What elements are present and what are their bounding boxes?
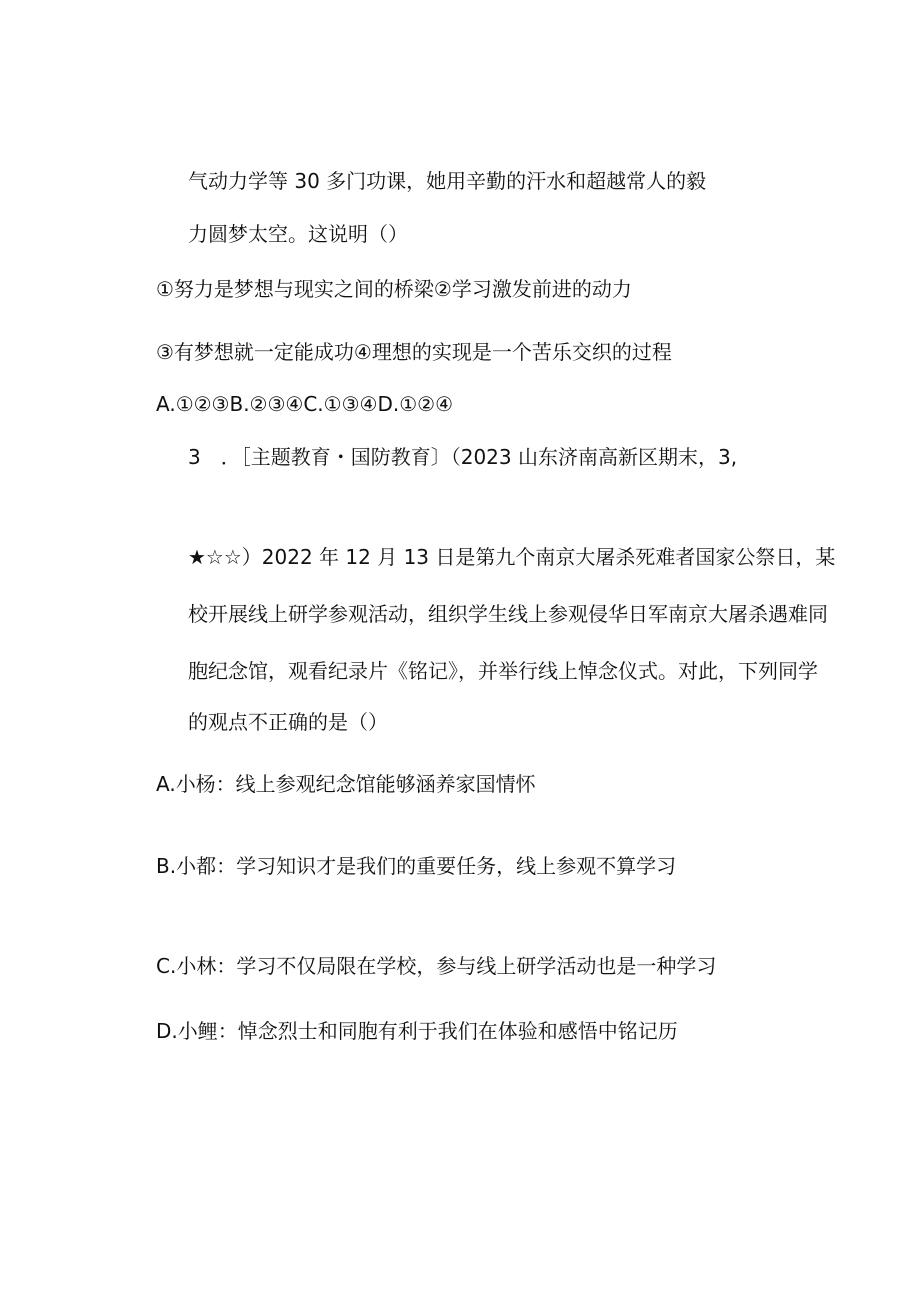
q2-stem-line-2: 力圆梦太空。这说明（）	[188, 222, 408, 246]
q2-answer-options: A.①②③B.②③④C.①③④D.①②④	[156, 392, 454, 416]
q3-header: 3 ．［主题教育・国防教育〕（2023 山东济南高新区期末，3,	[188, 445, 738, 469]
q3-option-a: A.小杨：线上参观纪念馆能够涵养家国情怀	[156, 772, 536, 796]
q3-option-b: B.小都：学习知识才是我们的重要任务，线上参观不算学习	[156, 854, 677, 878]
q2-statements-line-1: ①努力是梦想与现实之间的桥梁②学习激发前进的动力	[156, 277, 632, 301]
q3-stem-line-2: 校开展线上研学参观活动，组织学生线上参观侵华日军南京大屠杀遇难同	[188, 602, 828, 626]
q3-option-d: D.小鲤：悼念烈士和同胞有利于我们在体验和感悟中铭记历	[156, 1019, 678, 1043]
q3-stem-line-4: 的观点不正确的是（）	[188, 710, 388, 734]
q3-stem-line-1: ★☆☆）2022 年 12 月 13 日是第九个南京大屠杀死难者国家公祭日，某	[188, 545, 836, 569]
q3-option-c: C.小林：学习不仅局限在学校，参与线上研学活动也是一种学习	[156, 954, 717, 978]
q2-statements-line-2: ③有梦想就一定能成功④理想的实现是一个苦乐交织的过程	[156, 340, 672, 364]
q2-stem-line-1: 气动力学等 30 多门功课，她用辛勤的汗水和超越常人的毅	[188, 169, 707, 193]
q3-stem-line-3: 胞纪念馆，观看纪录片《铭记》，并举行线上悼念仪式。对此，下列同学	[188, 659, 818, 683]
